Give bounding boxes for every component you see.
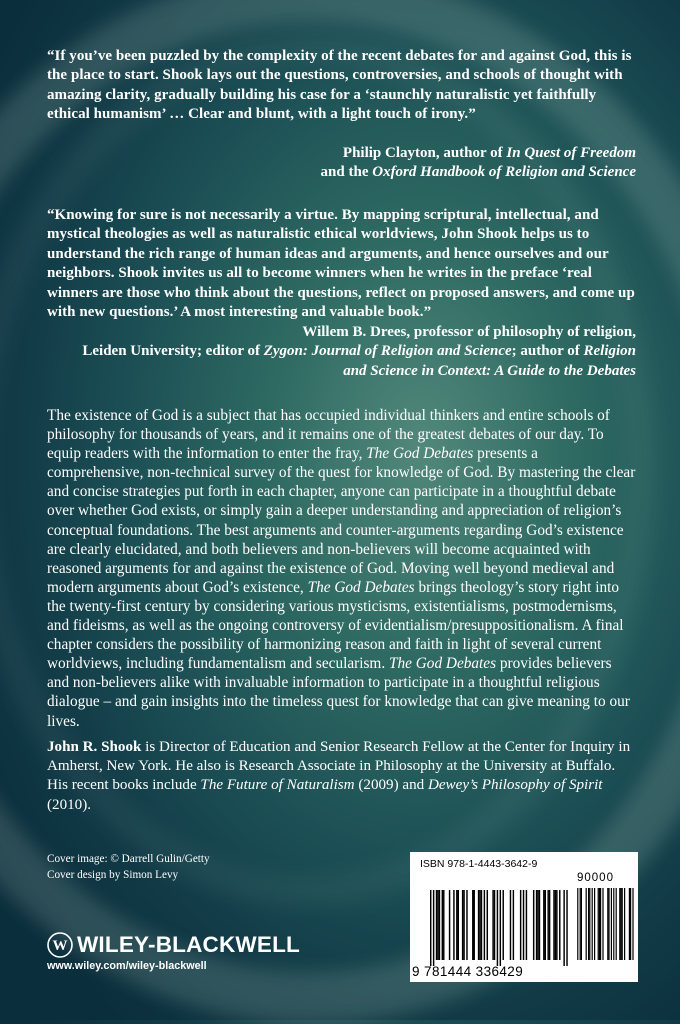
barcode-bar	[443, 890, 444, 960]
barcode-bar	[543, 890, 544, 960]
addon-bar	[586, 888, 587, 960]
addon-bar	[600, 888, 601, 960]
cover-credits	[47, 852, 210, 883]
addon-bar	[624, 888, 625, 960]
addon-bar	[630, 888, 631, 960]
barcode-bar	[453, 890, 454, 960]
addon-bar	[594, 888, 595, 960]
barcode-bar	[437, 890, 438, 960]
barcode-bar	[472, 890, 473, 960]
barcode-bar	[555, 890, 556, 960]
barcode-bar	[549, 890, 550, 960]
publisher-name: WILEY-BLACKWELL	[77, 932, 300, 957]
wiley-logo-letter: W	[52, 938, 68, 955]
barcode-bar	[484, 890, 485, 960]
barcode-bar	[492, 890, 493, 960]
barcode-bar	[462, 890, 463, 960]
addon-bar	[632, 888, 633, 960]
barcode-bar	[559, 890, 560, 960]
addon-bar	[629, 888, 630, 960]
addon-bar	[607, 888, 608, 960]
review-attribution-clayton: Philip Clayton, author of In Quest of Freedom and the Oxford Handbook of Religion and Science	[320, 145, 636, 181]
barcode-bar	[545, 890, 546, 960]
barcode-bar	[520, 890, 521, 960]
barcode-bar	[500, 890, 501, 966]
addon-bar	[611, 888, 612, 960]
barcode-bar	[553, 890, 554, 960]
barcode-bar	[526, 890, 527, 960]
barcode-bars	[410, 852, 638, 982]
barcode-bar	[556, 890, 557, 960]
barcode-bar	[474, 890, 475, 960]
author-name: John R. Shook	[47, 739, 142, 755]
book-description: The existence of God is a subject that has occupied individual thinkers and entire schools of philosophy for thousands of years, and it remains one of the greatest debates of our day. To equip readers with the information to enter the fray, The God Debates presents a comprehensive, non-technical survey of the quest for knowledge of God. By mastering the clear and concise strategies put forth in each chapter, anyone can participate in a thoughtful debate over whether God exists, or simply gain a deeper understanding and appreciation of religion’s conceptual foundations. The best arguments and counter-arguments regarding God’s existence are clearly elucidated, and both believers and non-believers will become acquainted with reasoned arguments for and against the existence of God. Moving well beyond medieval and modern arguments about God’s existence, The God Debates brings theology’s story right into the twenty-first century by considering various mysticisms, existentialisms, postmodernisms, and fideisms, as well as the ongoing controversy of evidentialism/presuppositionalism. A final chapter considers the possibility of harmonizing reason and faith in light of several current worldviews, including fundamentalism and secularism. The God Debates provides believers and non-believers alike with invaluable information to participate in a thoughtful religious dialogue – and gain insights into the timeless quest for knowledge that can give meaning to our lives.	[47, 407, 636, 730]
publisher-block	[47, 932, 300, 972]
addon-bar	[589, 888, 590, 960]
cover-image-credit: Cover image: © Darrell Gulin/Getty	[47, 853, 210, 865]
addon-bar	[598, 888, 599, 960]
addon-bar	[602, 888, 603, 960]
publisher-url[interactable]: www.wiley.com/wiley-blackwell	[47, 960, 207, 972]
barcode-bar	[566, 890, 567, 966]
isbn-text: ISBN 978-1-4443-3642-9	[420, 858, 538, 870]
review-quote-clayton: “If you’ve been puzzled by the complexity of the recent debates for and against God, this is the place to start. Shook lays out the questions, controversies, and schools of thought with amazing clarity, gradually building his case for a ‘staunchly naturalistic yet faithfully ethical humanism’ … Clear and blunt, with a light touch of irony.”	[47, 48, 632, 123]
addon-bar	[577, 888, 578, 960]
barcode-bar	[563, 890, 564, 966]
addon-bar	[599, 888, 600, 960]
barcode-bar	[537, 890, 538, 960]
barcode-bar	[536, 890, 537, 960]
review-attribution-drees: Willem B. Drees, professor of philosophy of religion, Leiden University; editor of Zygon: Journal of Religion and Science; author of Religion and Science in Context: A Guide to the Debates	[82, 324, 636, 379]
barcode-bar	[481, 890, 482, 960]
barcode-bar	[487, 890, 488, 960]
barcode-bar	[494, 890, 495, 960]
barcode-digits: 9 781444 336429	[412, 964, 524, 979]
barcode-bar	[510, 890, 511, 960]
addon-bar	[588, 888, 589, 960]
barcode-bar	[513, 890, 514, 960]
barcode-bar	[433, 890, 434, 966]
addon-bar	[592, 888, 593, 960]
addon-bar	[613, 888, 614, 960]
addon-bar	[620, 888, 621, 960]
barcode-bar	[430, 890, 431, 966]
cover-design-credit: Cover design by Simon Levy	[47, 868, 179, 881]
price-code: 90000	[577, 872, 614, 884]
addon-bar	[616, 888, 617, 960]
barcode-bar	[539, 890, 540, 960]
addon-bar	[622, 888, 623, 960]
barcode-bar	[442, 890, 443, 960]
barcode-bar	[449, 890, 450, 960]
barcode-bar	[547, 890, 548, 960]
barcode-bar	[533, 890, 534, 960]
barcode-bar	[439, 890, 440, 960]
isbn-barcode-box	[410, 852, 638, 982]
addon-bar	[619, 888, 620, 960]
barcode-bar	[458, 890, 459, 960]
barcode-bar	[466, 890, 467, 960]
barcode-bar	[436, 890, 437, 960]
barcode-bar	[523, 890, 524, 960]
barcode-bar	[497, 890, 498, 966]
review-quote-drees: “Knowing for sure is not necessarily a virtue. By mapping scriptural, intellectual, and mystical theologies as well as naturalistic ethical worldviews, John Shook helps us to understand the rich range of human ideas and arguments, and hence ourselves and our neighbors. Shook invites us all to become winners when he writes in the preface ‘real winners are those who think about the questions, reflect on proposed answers, and come up with new questions.’ A most interesting and valuable book.”	[47, 207, 635, 321]
addon-bar	[581, 888, 582, 960]
addon-bar	[608, 888, 609, 960]
addon-bar	[580, 888, 581, 960]
barcode-bar	[456, 890, 457, 960]
wiley-logo-icon	[47, 932, 73, 958]
barcode-bar	[479, 890, 480, 960]
barcode-bar	[503, 890, 504, 960]
barcode-bar	[478, 890, 479, 960]
author-bio: John R. Shook is Director of Education and Senior Research Fellow at the Center for Inquiry in Amherst, New York. He also is Research Associate in Philosophy at the University at Buffalo. His recent books include The Future of Naturalism (2009) and Dewey’s Philosophy of Spirit (2010).	[47, 739, 631, 813]
barcode-bar	[463, 890, 464, 960]
